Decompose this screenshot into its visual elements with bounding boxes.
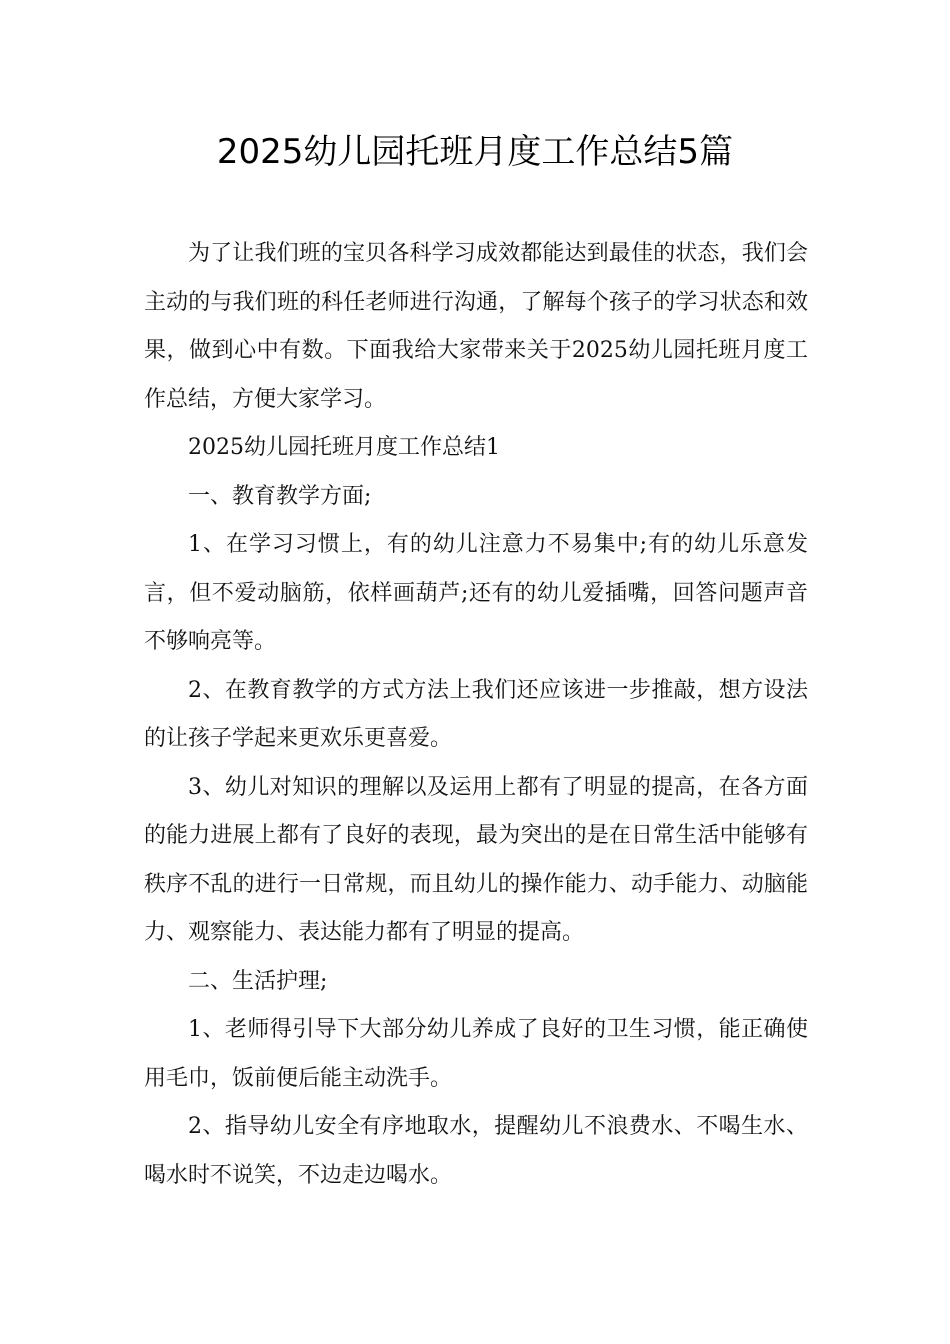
subheading-daily-care: 二、生活护理; <box>188 968 328 994</box>
body-paragraph: 2、指导幼儿安全有序地取水，提醒幼儿不浪费水、不喝生水、喝水时不说笑，不边走边喝水。 <box>144 1114 808 1188</box>
section-heading: 2025幼儿园托班月度工作总结1 <box>188 435 500 460</box>
body-paragraph: 2、在教育教学的方式方法上我们还应该进一步推敲，想方设法的让孩子学起来更欢乐更喜爱。 <box>144 677 808 751</box>
subheading-education: 一、教育教学方面; <box>188 483 372 509</box>
body-paragraph: 1、在学习习惯上，有的幼儿注意力不易集中;有的幼儿乐意发言，但不爱动脑筋，依样画葫芦;还有的幼儿爱插嘴，回答问题声音不够响亮等。 <box>144 532 808 654</box>
intro-paragraph: 为了让我们班的宝贝各科学习成效都能达到最佳的状态，我们会主动的与我们班的科任老师进行沟通，了解每个孩子的学习状态和效果，做到心中有数。下面我给大家带来关于2025幼儿园托班月度工作总结，方便大家学习。 <box>144 241 808 412</box>
body-paragraph: 1、老师得引导下大部分幼儿养成了良好的卫生习惯，能正确使用毛巾，饭前便后能主动洗手。 <box>144 1017 808 1091</box>
document-body <box>144 230 808 1200</box>
document-title: 2025幼儿园托班月度工作总结5篇 <box>216 132 734 172</box>
body-paragraph: 3、幼儿对知识的理解以及运用上都有了明显的提高，在各方面的能力进展上都有了良好的表现，最为突出的是在日常生活中能够有秩序不乱的进行一日常规，而且幼儿的操作能力、动手能力、动脑能力、观察能力、表达能力都有了明显的提高。 <box>144 774 808 945</box>
